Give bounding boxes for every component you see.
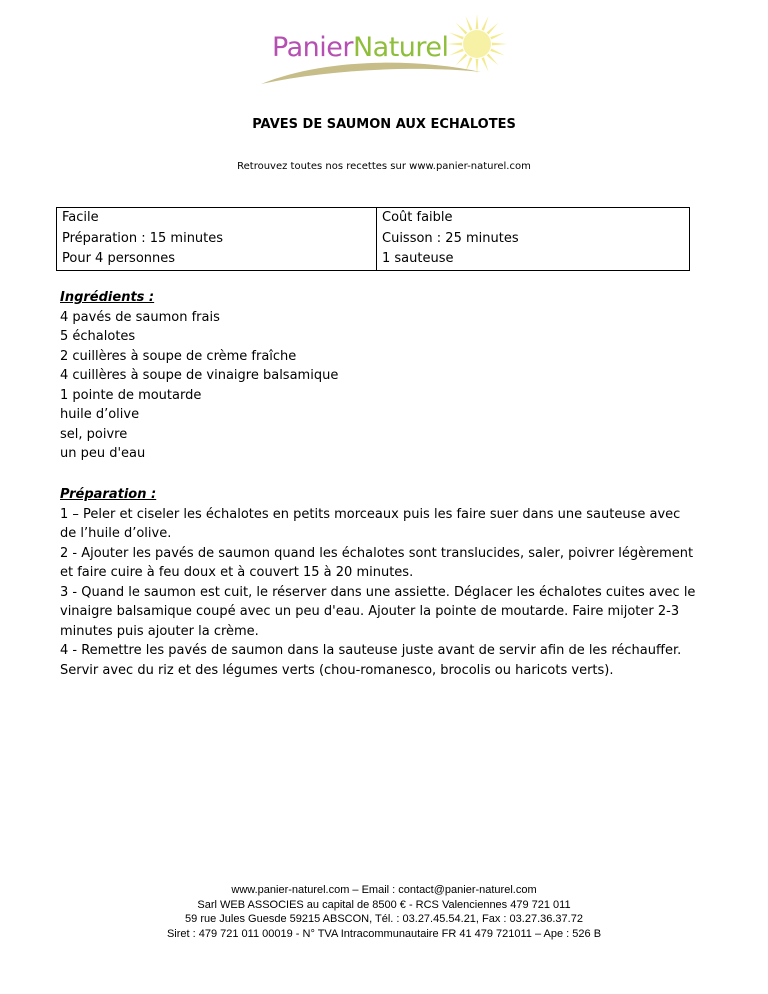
recipe-title: PAVES DE SAUMON AUX ECHALOTES bbox=[252, 117, 516, 132]
preparation-step: 4 - Remettre les pavés de saumon dans la sauteuse juste avant de servir afin de les réchauffer. Servir avec du riz et des légumes verts (chou-romanesco, brocolis ou haricots verts). bbox=[60, 643, 682, 678]
ingredient-item: sel, poivre bbox=[60, 426, 128, 442]
sun-ray bbox=[456, 23, 468, 35]
ingredient-item: huile d’olive bbox=[60, 407, 140, 422]
sun-ray bbox=[492, 43, 507, 46]
info-cell-left bbox=[57, 208, 377, 271]
logo-word-naturel: Naturel bbox=[352, 32, 449, 63]
ingredient-item: 4 cuillères à soupe de vinaigre balsamique bbox=[60, 368, 339, 383]
ingredient-item: 4 pavés de saumon frais bbox=[60, 309, 220, 325]
sun-ray bbox=[490, 33, 504, 40]
ingredient-item: 2 cuillères à soupe de crème fraîche bbox=[60, 348, 297, 364]
servings-text: Pour 4 personnes bbox=[62, 251, 176, 266]
recipe-info-table bbox=[56, 207, 690, 271]
sun-ray bbox=[476, 59, 479, 74]
sun-ray bbox=[447, 43, 462, 46]
sun-ray bbox=[487, 23, 499, 35]
difficulty-text: Facile bbox=[62, 210, 99, 225]
brand-logo bbox=[255, 14, 525, 88]
preparation-step: 3 - Quand le saumon est cuit, le réserver dans une assiette. Déglacer les échalotes cuites avec le vinaigre balsamique coupé avec un peu d'eau. Ajouter la pointe de moutarde. Faire mijoter 2-3 minutes puis ajouter la crème. bbox=[60, 584, 696, 639]
ingredient-item: 5 échalotes bbox=[60, 329, 136, 344]
footer-company-line: Sarl WEB ASSOCIES au capital de 8500 € - RCS Valenciennes 479 721 011 bbox=[197, 898, 571, 911]
sun-ray bbox=[449, 48, 463, 55]
sun-ray bbox=[481, 16, 488, 30]
sun-ray bbox=[487, 54, 499, 66]
page-footer bbox=[0, 883, 768, 941]
footer-registration-line: Siret : 479 721 011 00019 - N° TVA Intracommunautaire FR 41 479 721011 – Ape : 526 B bbox=[166, 927, 602, 940]
sun-ray bbox=[490, 48, 504, 55]
preparation-step: 2 - Ajouter les pavés de saumon quand les échalotes sont translucides, saler, poivrer légèrement et faire cuire à feu doux et à couvert 15 à 20 minutes. bbox=[60, 545, 694, 580]
info-cell-right bbox=[377, 208, 690, 271]
ingredient-item: un peu d'eau bbox=[60, 446, 146, 461]
sun-ray bbox=[481, 57, 488, 71]
sun-ray bbox=[476, 14, 479, 29]
preparation-step: 1 – Peler et ciseler les échalotes en petits morceaux puis les faire suer dans une sauteuse avec de l’huile d’olive. bbox=[60, 506, 681, 541]
preparation-section bbox=[60, 485, 700, 680]
logo-word-panier: Panier bbox=[272, 32, 353, 63]
cost-text: Coût faible bbox=[382, 210, 453, 225]
sun-ray bbox=[449, 33, 463, 40]
sun-ray bbox=[456, 54, 468, 66]
ingredients-section bbox=[60, 288, 700, 464]
cook-time-text: Cuisson : 25 minutes bbox=[382, 230, 519, 246]
prep-time-text: Préparation : 15 minutes bbox=[62, 230, 224, 246]
footer-address-line: 59 rue Jules Guesde 59215 ABSCON, Tél. : 03.27.45.54.21, Fax : 03.27.36.37.72 bbox=[185, 913, 583, 925]
sun-ray bbox=[466, 16, 473, 30]
preparation-heading: Préparation : bbox=[60, 487, 157, 502]
recipe-subtitle: Retrouvez toutes nos recettes sur www.panier-naturel.com bbox=[237, 161, 531, 172]
equipment-text: 1 sauteuse bbox=[382, 251, 454, 266]
footer-contact-line: www.panier-naturel.com – Email : contact@panier-naturel.com bbox=[231, 884, 537, 896]
ingredients-heading: Ingrédients : bbox=[60, 290, 155, 305]
ingredient-item: 1 pointe de moutarde bbox=[60, 387, 202, 403]
